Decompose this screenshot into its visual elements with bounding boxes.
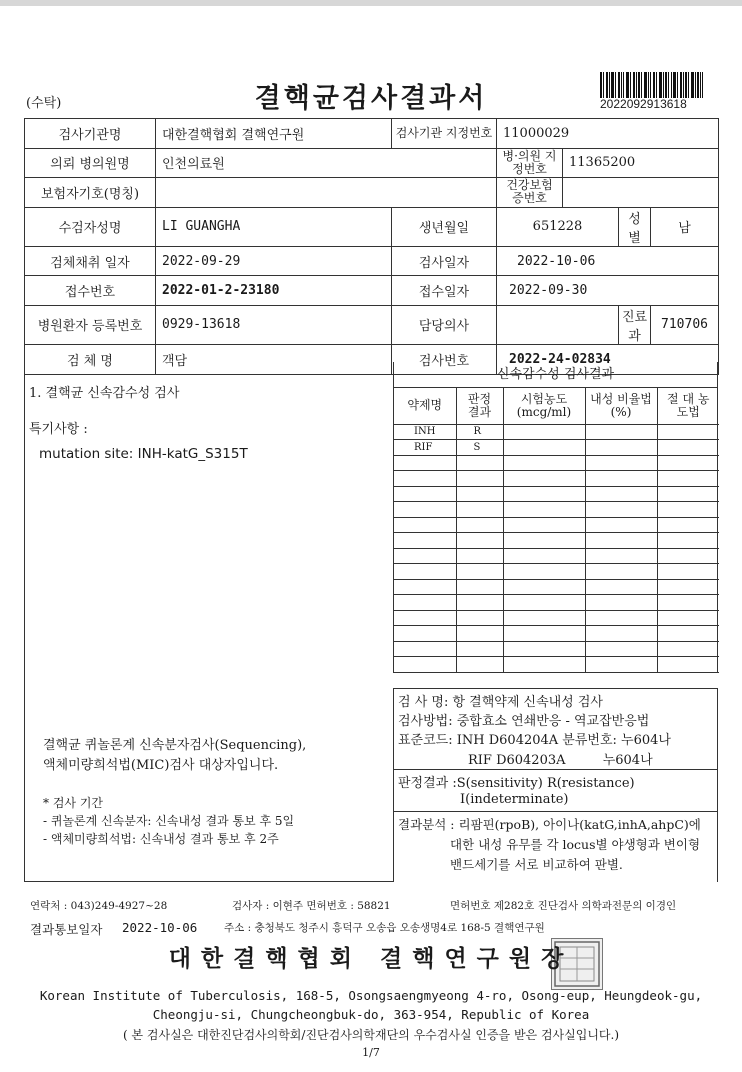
specimen-label: 검 체 명 [25, 344, 156, 374]
table-row [394, 424, 719, 440]
col-drug: 약제명 [394, 388, 456, 424]
divider [394, 769, 717, 770]
table-row [25, 246, 719, 276]
left-section [24, 362, 393, 882]
divider [394, 811, 717, 812]
result-table [394, 388, 719, 673]
period-item-2: - 액체미량희석법: 신속내성 결과 통보 후 2주 [43, 832, 279, 846]
table-row [25, 148, 719, 178]
address-kr: 주소 : 충청북도 청주시 흥덕구 오송읍 오송생명4로 168-5 결핵연구원 [224, 922, 545, 934]
test-method: 검사방법: 중합효소 연쇄반응 - 역교잡반응법 [398, 714, 650, 729]
insurance-card-label: 건강보험 증번호 [497, 178, 563, 208]
insured-label: 보험자기호(명칭) [25, 178, 156, 208]
receipt-no-label: 접수번호 [25, 276, 156, 306]
sex-value: 남 [651, 207, 719, 246]
certification-note: ( 본 검사실은 대한진단검사의학회/진단검사의학재단의 우수검사실 인증을 받은 검사실입니다.) [122, 1028, 619, 1042]
std-code-1: 표준코드: INH D604204A 분류번호: 누604나 [398, 733, 671, 748]
method-section [393, 688, 718, 882]
col-absolute: 절 대 농도법 [657, 388, 719, 424]
section-title: 1. 결핵균 신속감수성 검사 [29, 386, 180, 401]
reg-no-label: 병원환자 등록번호 [25, 305, 156, 344]
result-title: 신속감수성 검사결과 [394, 362, 717, 388]
organization-name: 대한결핵협회 결핵연구원장 [168, 945, 574, 972]
page-number: 1/7 [362, 1046, 380, 1059]
patient-name: LI GUANGHA [156, 207, 392, 246]
collect-value: 2022-09-29 [156, 246, 392, 276]
contact: 연락처 : 043)249-4927~28 [30, 900, 168, 912]
col-result: 판정 결과 [456, 388, 503, 424]
notify-date: 2022-10-06 [122, 920, 198, 935]
doctor-label: 담당의사 [392, 305, 497, 344]
inst-label: 검사기관명 [25, 119, 156, 149]
hospital-label: 의뢰 병의원명 [25, 148, 156, 178]
receive-mark: (수탁) [26, 96, 62, 111]
inst-value: 대한결핵협회 결핵연구원 [156, 119, 392, 149]
std-code-2: RIF D604203A 누604나 [468, 753, 653, 768]
analysis-line-3: 밴드세기를 서로 비교하여 판별. [450, 857, 623, 872]
top-strip [0, 0, 742, 6]
collect-label: 검체채취 일자 [25, 246, 156, 276]
table-row [25, 276, 719, 306]
insured-value [156, 178, 497, 208]
analysis-line-1: 결과분석 : 리팜핀(rpoB), 아이나(katG,inhA,ahpC)에 [398, 817, 701, 832]
document-title: 결핵균검사결과서 [254, 83, 488, 114]
mutation-site: mutation site: INH-katG_S315T [39, 446, 248, 462]
test-name: 검 사 명: 항 결핵약제 신속내성 검사 [398, 695, 603, 710]
license: 면허번호 제282호 진단검사 의학과전문의 이경인 [450, 900, 677, 912]
test-no-label: 검사번호 [392, 344, 497, 374]
table-row [25, 207, 719, 246]
test-date-label: 검사일자 [392, 246, 497, 276]
drug-result: S [456, 440, 503, 456]
barcode-number: 2022092913618 [600, 97, 687, 111]
notify-label: 결과통보일자 [30, 922, 103, 937]
hospital-code-label: 병·의원 지정번호 [497, 148, 563, 178]
test-no-value: 2022-24-02834 [497, 344, 719, 374]
hospital-code-value: 11365200 [563, 148, 719, 178]
drug-name: RIF [394, 440, 456, 456]
drug-name: INH [394, 424, 456, 440]
dept-value: 710706 [651, 305, 719, 344]
judge-line-2: I(indeterminate) [460, 792, 569, 807]
inst-code-label: 검사기관 지정번호 [392, 119, 497, 149]
table-row [25, 305, 719, 344]
doctor-value [497, 305, 619, 344]
remarks-label: 특기사항 : [29, 422, 88, 437]
col-proportion: 내성 비율법(%) [585, 388, 657, 424]
table-row [25, 178, 719, 208]
note-line-2: 액체미량희석법(MIC)검사 대상자입니다. [43, 758, 279, 773]
drug-result: R [456, 424, 503, 440]
dob-label: 생년월일 [392, 207, 497, 246]
dept-label: 진료과 [619, 305, 651, 344]
period-item-1: - 퀴놀론계 신속분자: 신속내성 결과 통보 후 5일 [43, 814, 295, 828]
col-concentration: 시험농도 (mcg/ml) [503, 388, 585, 424]
judge-line-1: 판정결과 :S(sensitivity) R(resistance) [398, 776, 635, 791]
table-row [394, 440, 719, 456]
reg-no-value: 0929-13618 [156, 305, 392, 344]
tester: 검사자 : 이현주 면허번호 : 58821 [232, 900, 391, 912]
period-title: * 검사 기간 [43, 796, 103, 810]
insurance-card-value [563, 178, 719, 208]
barcode-icon [600, 72, 703, 98]
analysis-line-2: 대한 내성 유무를 각 locus별 야생형과 변이형 [450, 837, 701, 852]
note-line-1: 결핵균 퀴놀론계 신속분자검사(Sequencing), [43, 738, 307, 753]
receipt-date-label: 접수일자 [392, 276, 497, 306]
sex-label: 성별 [619, 207, 651, 246]
table-header-row [394, 388, 719, 424]
receipt-date-value: 2022-09-30 [497, 276, 719, 306]
receipt-no-value: 2022-01-2-23180 [156, 276, 392, 306]
dob-value: 651228 [497, 207, 619, 246]
table-row [25, 119, 719, 149]
inst-code-value: 11000029 [497, 119, 719, 149]
test-date-value: 2022-10-06 [497, 246, 719, 276]
result-section [393, 362, 718, 673]
address-en-2: Cheongju-si, Chungcheongbuk-do, 363-954, Republic of Korea [152, 1007, 590, 1022]
address-en-1: Korean Institute of Tuberculosis, 168-5, Osongsaengmyeong 4-ro, Osong-eup, Heungdeok-gu, [39, 988, 703, 1003]
patient-label: 수검자성명 [25, 207, 156, 246]
hospital-value: 인천의료원 [156, 148, 497, 178]
patient-info-table [24, 118, 719, 375]
specimen-value: 객담 [156, 344, 392, 374]
